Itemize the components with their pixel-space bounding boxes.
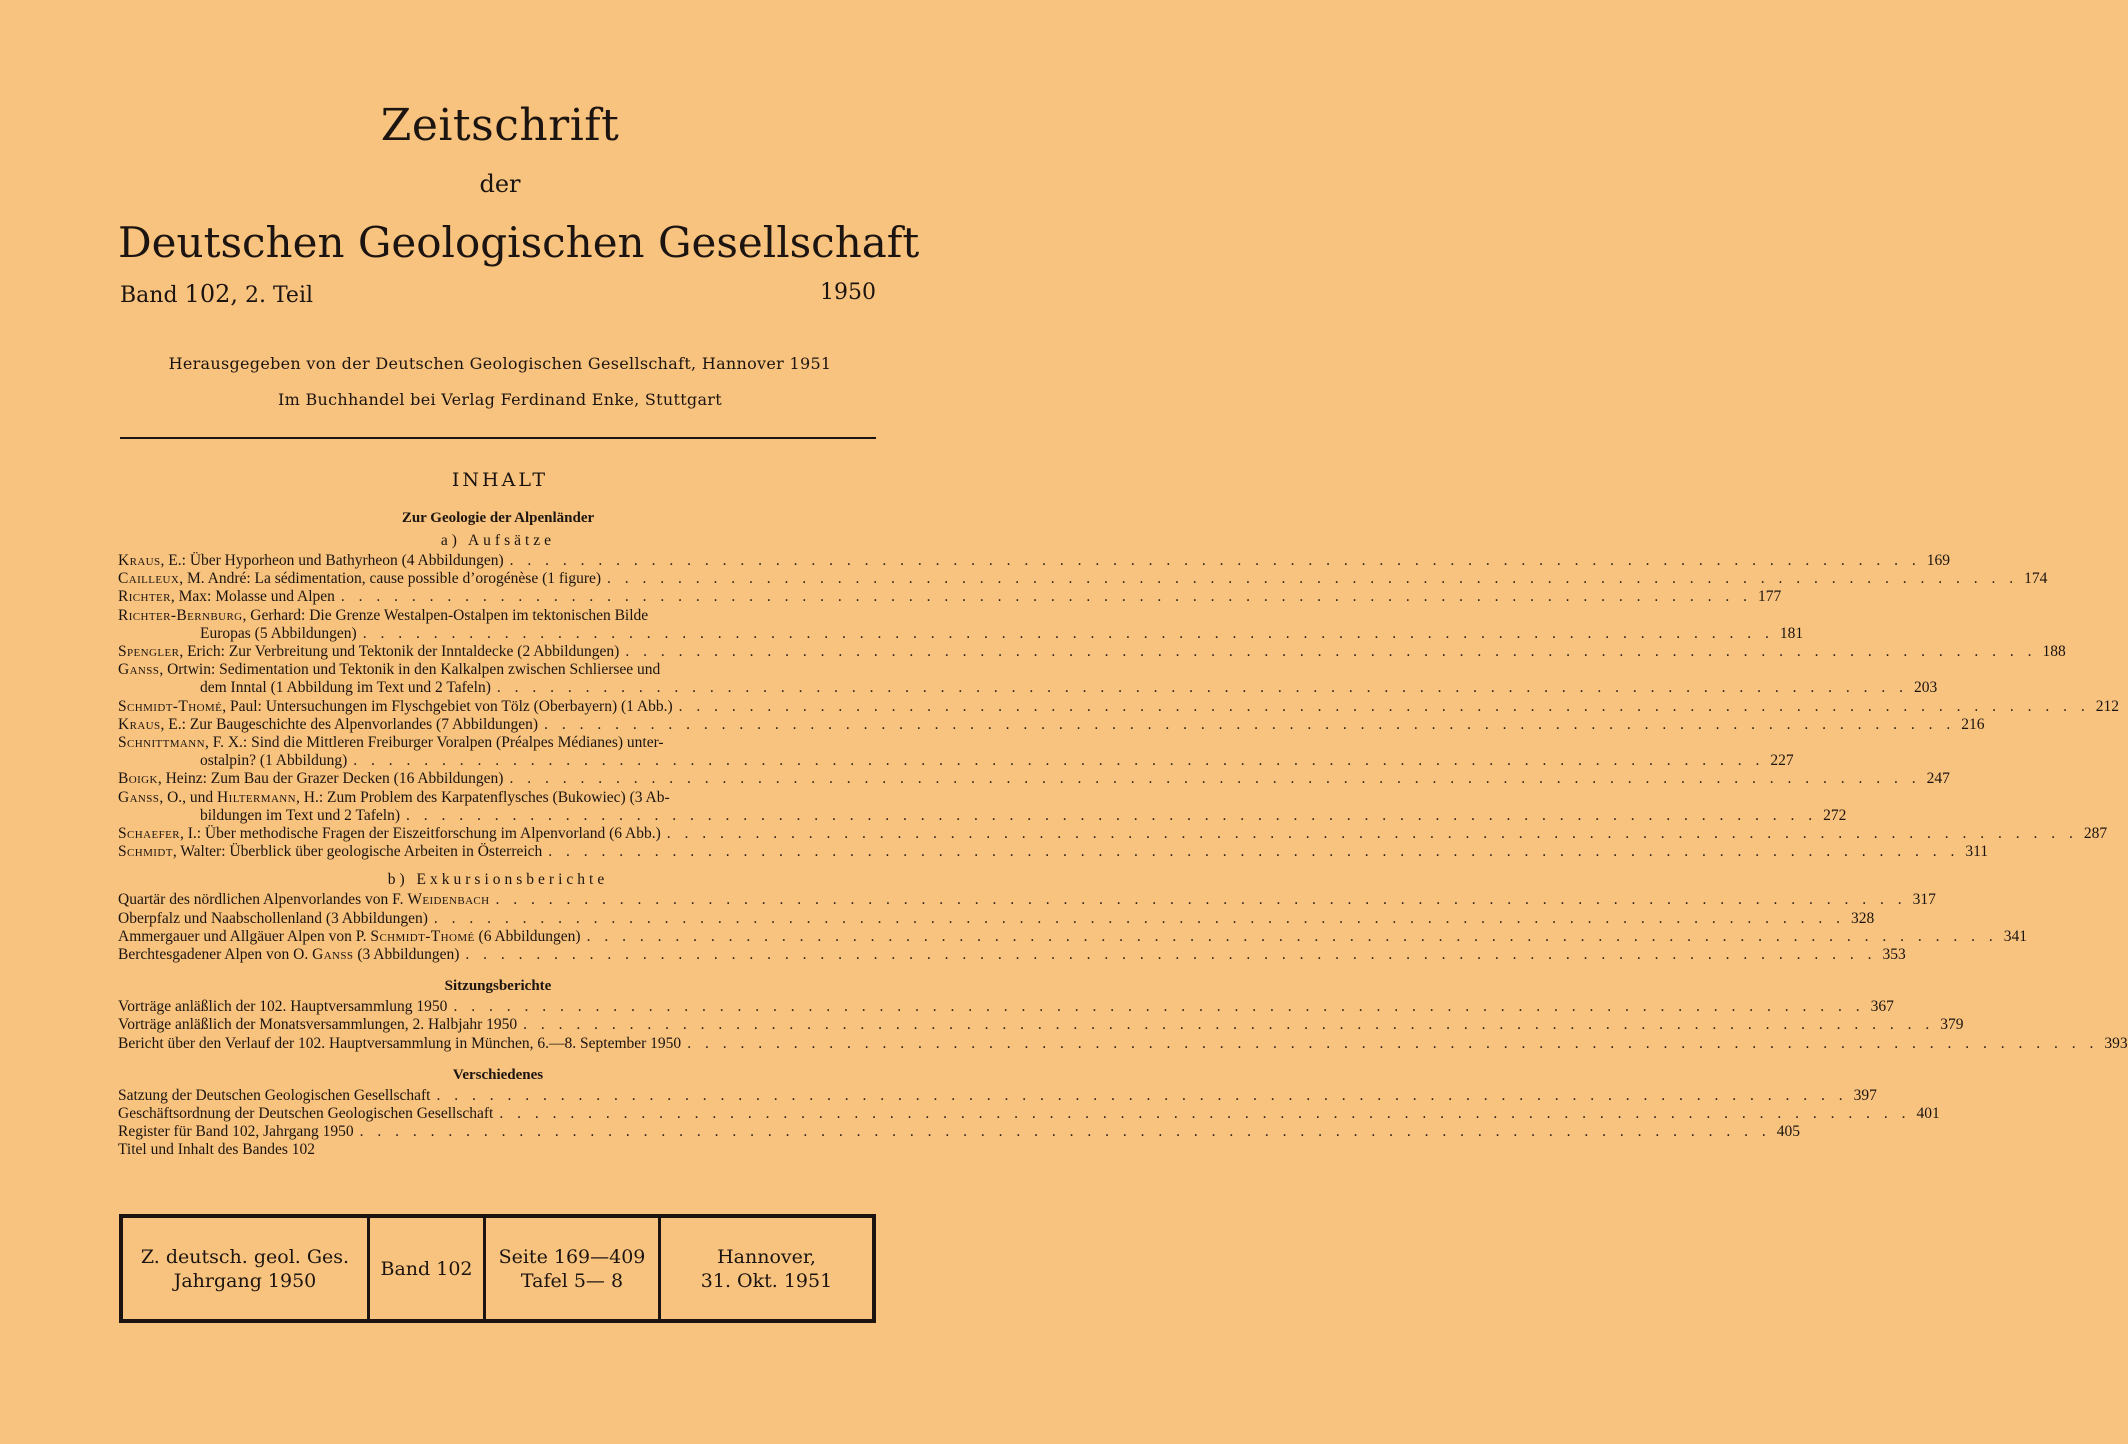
toc-entry xyxy=(118,1016,1964,1034)
publisher-line: Herausgegeben von der Deutschen Geologischen Gesellschaft, Hannover 1951 xyxy=(168,354,832,373)
leader-dots: . . . . . . . . . . . . . . . . . . . . . . . . . . . . . . . . . . . . . . . . . . . . . . . . . . . . . . . . . . . . . . . . . . . . . . . . . . . . . . . . xyxy=(433,909,1846,927)
entry-text xyxy=(200,679,491,697)
entry-text xyxy=(118,910,428,928)
toc-entry xyxy=(118,715,1985,734)
leader-dots: . . . . . . . . . . . . . . . . . . . . . . . . . . . . . . . . . . . . . . . . . . . . . . . . . . . . . . . . . . . . . . . . . . . . . . . . . . . . . . . . xyxy=(465,946,1877,964)
citation-plates: Tafel 5— 8 xyxy=(520,1269,624,1292)
volume-part: 2. Teil xyxy=(244,283,314,308)
entry-title: , O., und xyxy=(159,788,218,806)
entry-title: , Heinz: Zum Bau der Grazer Decken (16 Abbildungen) xyxy=(157,770,504,788)
entry-title: Berchtesgadener Alpen von O. xyxy=(118,946,313,964)
entry-title: , Erich: Zur Verbreitung und Tektonik der Inntaldecke (2 Abbildungen) xyxy=(179,643,620,661)
leader-dots: . . . . . . . . . . . . . . . . . . . . . . . . . . . . . . . . . . . . . . . . . . . . . . . . . . . . . . . . . . . . . . . . . . . . . . . . . . . . . . . . xyxy=(436,1086,1848,1104)
entry-title: dem Inntal (1 Abbildung im Text und 2 Tafeln) xyxy=(200,679,491,697)
entry-title: Vorträge anläßlich der Monatsversammlungen, 2. Halbjahr 1950 xyxy=(118,1016,518,1034)
aufsaetze-list xyxy=(118,552,2120,861)
toc-entry xyxy=(118,891,1936,909)
leader-dots: . . . . . . . . . . . . . . . . . . . . . . . . . . . . . . . . . . . . . . . . . . . . . . . . . . . . . . . . . . . . . . . . . . . . . . . . . . . . . . . . xyxy=(453,998,1865,1016)
toc-entry xyxy=(118,1123,1800,1141)
journal-title-line2: der xyxy=(479,170,521,198)
toc-entry xyxy=(118,946,1906,964)
leader-dots: . . . . . . . . . . . . . . . . . . . . . . . . . . . . . . . . . . . . . . . . . . . . . . . . . . . . . . . . . . . . . . . . . . . . . . . . . . . . . . . . xyxy=(678,697,2090,715)
author-name: Schnittmann xyxy=(118,734,205,752)
entry-text xyxy=(200,625,357,643)
page-number: 311 xyxy=(1965,843,1989,861)
entry-first-line xyxy=(118,607,878,625)
author-name: Kraus xyxy=(118,552,161,569)
citation-volume: Band 102 xyxy=(380,1257,473,1280)
volume-year: 1950 xyxy=(820,280,876,305)
entry-text xyxy=(118,946,459,964)
author-name: Schaefer xyxy=(118,825,180,843)
toc-entry xyxy=(118,734,1794,770)
entry-last-line xyxy=(118,1086,1877,1105)
entry-text xyxy=(118,1141,315,1159)
entry-last-line xyxy=(118,1141,878,1159)
page-number: 203 xyxy=(1913,679,1938,697)
toc-entry xyxy=(118,570,2048,588)
entry-text xyxy=(118,825,661,843)
distributor-line: Im Buchhandel bei Verlag Ferdinand Enke, Stuttgart xyxy=(278,390,722,409)
toc-entry xyxy=(118,998,1894,1016)
entry-last-line xyxy=(118,1123,1800,1141)
leader-dots: . . . . . . . . . . . . . . . . . . . . . . . . . . . . . . . . . . . . . . . . . . . . . . . . . . . . . . . . . . . . . . . . . . . . . . . . . . . . . . . . xyxy=(544,715,1956,733)
leader-dots: . . . . . . . . . . . . . . . . . . . . . . . . . . . . . . . . . . . . . . . . . . . . . . . . . . . . . . . . . . . . . . . . . . . . . . . . . . . . . . . . xyxy=(666,825,2078,843)
author-name: Schmidt-Thomé xyxy=(118,697,223,715)
author-name: Ganss xyxy=(118,661,160,679)
leader-dots: . . . . . . . . . . . . . . . . . . . . . . . . . . . . . . . . . . . . . . . . . . . . . . . . . . . . . . . . . . . . . . . . . . . . . . . . . . . . . . . . xyxy=(499,1105,1911,1123)
entry-last-line xyxy=(118,843,1989,861)
entry-text xyxy=(118,1035,681,1053)
page-number: 212 xyxy=(2095,697,2120,715)
page-number: 367 xyxy=(1870,998,1894,1016)
page-number: 174 xyxy=(2024,570,2048,588)
toc-entry xyxy=(118,1034,2128,1053)
citation-box xyxy=(119,1214,876,1323)
citation-journal-cell xyxy=(123,1218,367,1319)
entry-title: Geschäftsordnung der Deutschen Geologischen Gesellschaft xyxy=(118,1105,494,1123)
toc-entry xyxy=(118,927,2027,946)
page-number: 353 xyxy=(1882,946,1906,964)
entry-last-line xyxy=(200,752,1794,770)
toc-entry xyxy=(118,788,1847,825)
entry-title: Europas (5 Abbildungen) xyxy=(200,624,357,642)
leader-dots: . . . . . . . . . . . . . . . . . . . . . . . . . . . . . . . . . . . . . . . . . . . . . . . . . . . . . . . . . . . . . . . . . . . . . . . . . . . . . . . . xyxy=(509,552,1921,569)
author-name: Boigk xyxy=(118,770,158,788)
citation-date: 31. Okt. 1951 xyxy=(700,1269,833,1292)
subsection-title-aufsaetze: a) Aufsätze xyxy=(440,532,556,549)
author-name: Ganss xyxy=(118,788,160,806)
page-number: 328 xyxy=(1851,909,1875,927)
entry-last-line xyxy=(118,998,1894,1016)
entry-last-line xyxy=(118,1016,1964,1034)
citation-volume-cell xyxy=(367,1218,483,1319)
entry-text xyxy=(118,570,601,588)
entry-last-line xyxy=(118,1034,2128,1053)
author-name: Cailleux xyxy=(118,570,180,588)
journal-title-line1: Zeitschrift xyxy=(380,100,620,151)
toc-entry xyxy=(118,1086,1877,1105)
entry-text xyxy=(118,1016,517,1034)
entry-title: , Gerhard: Die Grenze Westalpen-Ostalpen im tektonischen Bilde xyxy=(242,606,649,624)
subsection-title-exkursionsberichte: b) Exkursionsberichte xyxy=(387,871,609,889)
entry-first-line xyxy=(118,789,878,807)
page-number: 401 xyxy=(1916,1105,1940,1123)
page-number: 227 xyxy=(1770,752,1794,770)
header-divider xyxy=(120,437,876,439)
leader-dots: . . . . . . . . . . . . . . . . . . . . . . . . . . . . . . . . . . . . . . . . . . . . . . . . . . . . . . . . . . . . . . . . . . . . . . . . . . . . . . . . xyxy=(353,752,1765,770)
author-name: Schmidt xyxy=(118,843,173,861)
page-number: 379 xyxy=(1940,1016,1964,1034)
toc-entry xyxy=(118,770,1950,788)
table-of-contents xyxy=(118,506,2128,1160)
citation-journal: Z. deutsch. geol. Ges. xyxy=(140,1245,350,1268)
author-name: Hiltermann xyxy=(217,788,296,806)
author-name: Richter xyxy=(118,588,171,606)
volume-number: 102, xyxy=(184,280,238,308)
entry-last-line xyxy=(118,825,2108,843)
leader-dots: . . . . . . . . . . . . . . . . . . . . . . . . . . . . . . . . . . . . . . . . . . . . . . . . . . . . . . . . . . . . . . . . . . . . . . . . . . . . . . . . xyxy=(509,770,1921,788)
entry-text xyxy=(118,928,581,946)
entry-title: Oberpfalz und Naabschollenland (3 Abbildungen) xyxy=(118,909,428,927)
exkursionsberichte-list xyxy=(118,891,2027,964)
entry-last-line xyxy=(118,927,2027,946)
leader-dots: . . . . . . . . . . . . . . . . . . . . . . . . . . . . . . . . . . . . . . . . . . . . . . . . . . . . . . . . . . . . . . . . . . . . . . . . . . . . . . . . xyxy=(495,891,1907,909)
toc-entry xyxy=(118,643,2066,661)
entry-last-line xyxy=(118,588,1782,606)
leader-dots: . . . . . . . . . . . . . . . . . . . . . . . . . . . . . . . . . . . . . . . . . . . . . . . . . . . . . . . . . . . . . . . . . . . . . . . . . . . . . . . . xyxy=(496,679,1908,697)
entry-title: , M. André: La sédimentation, cause possible d’orogénèse (1 figure) xyxy=(179,570,602,588)
entry-text xyxy=(118,1123,354,1141)
entry-text xyxy=(118,770,503,788)
entry-title: , Max: Molasse und Alpen xyxy=(170,588,335,606)
volume-prefix: Band xyxy=(120,283,178,308)
entry-text xyxy=(200,752,347,770)
toc-entry xyxy=(118,909,1875,928)
leader-dots: . . . . . . . . . . . . . . . . . . . . . . . . . . . . . . . . . . . . . . . . . . . . . . . . . . . . . . . . . . . . . . . . . . . . . . . . . . . . . . . . xyxy=(523,1016,1935,1034)
toc-entry xyxy=(118,661,1938,697)
citation-place-cell xyxy=(658,1218,872,1319)
entry-last-line xyxy=(118,1105,1940,1123)
journal-title-line3: Deutschen Geologischen Gesellschaft xyxy=(118,218,920,267)
entry-last-line xyxy=(118,891,1936,909)
toc-entry xyxy=(118,588,1782,606)
entry-title: , I.: Über methodische Fragen der Eiszeitforschung im Alpenvorland (6 Abb.) xyxy=(179,825,661,843)
entry-last-line xyxy=(118,552,1951,570)
page-number: 317 xyxy=(1912,891,1936,909)
author-name: Kraus xyxy=(118,715,161,733)
entry-last-line xyxy=(118,643,2066,661)
toc-entry xyxy=(118,697,2120,716)
entry-text xyxy=(118,843,542,861)
leader-dots: . . . . . . . . . . . . . . . . . . . . . . . . . . . . . . . . . . . . . . . . . . . . . . . . . . . . . . . . . . . . . . . . . . . . . . . . . . . . . . . . xyxy=(625,643,2037,661)
author-name: Weidenbach xyxy=(407,891,490,909)
leader-dots: . . . . . . . . . . . . . . . . . . . . . . . . . . . . . . . . . . . . . . . . . . . . . . . . . . . . . . . . . . . . . . . . . . . . . . . . . . . . . . . . xyxy=(359,1123,1771,1141)
entry-last-line xyxy=(118,697,2120,716)
entry-continuation xyxy=(118,806,1847,825)
entry-continuation xyxy=(118,624,1804,643)
entry-first-line xyxy=(118,661,878,679)
volume-row xyxy=(120,280,876,308)
entry-title: Satzung der Deutschen Geologischen Gesellschaft xyxy=(118,1086,431,1104)
page-number: 272 xyxy=(1823,806,1847,824)
entry-title: , E.: Über Hyporheon und Bathyrheon (4 Abbildungen) xyxy=(160,552,504,569)
entry-title: Titel und Inhalt des Bandes 102 xyxy=(118,1141,316,1159)
entry-text xyxy=(118,998,447,1016)
contents-heading: INHALT xyxy=(451,469,549,491)
page-number: 397 xyxy=(1853,1086,1877,1104)
page-number: 247 xyxy=(1926,770,1950,788)
entry-continuation xyxy=(118,752,1794,770)
entry-title: Quartär des nördlichen Alpenvorlandes von F. xyxy=(118,891,408,909)
section-title-sitzungsberichte: Sitzungsberichte xyxy=(444,978,552,995)
entry-title: Ammergauer und Allgäuer Alpen von P. xyxy=(118,927,371,945)
page-number: 341 xyxy=(2003,927,2027,945)
entry-last-line xyxy=(200,679,1938,697)
entry-text xyxy=(200,807,400,825)
leader-dots: . . . . . . . . . . . . . . . . . . . . . . . . . . . . . . . . . . . . . . . . . . . . . . . . . . . . . . . . . . . . . . . . . . . . . . . . . . . . . . . . xyxy=(340,588,1753,606)
entry-title: ostalpin? (1 Abbildung) xyxy=(200,752,348,770)
entry-title: (3 Abbildungen) xyxy=(353,946,460,964)
page-number: 393 xyxy=(2104,1034,2128,1052)
leader-dots: . . . . . . . . . . . . . . . . . . . . . . . . . . . . . . . . . . . . . . . . . . . . . . . . . . . . . . . . . . . . . . . . . . . . . . . . . . . . . . . . xyxy=(586,927,1998,945)
entry-last-line xyxy=(200,806,1847,825)
section-title-verschiedenes: Verschiedenes xyxy=(452,1066,544,1083)
page-number: 216 xyxy=(1961,715,1985,733)
entry-title: Vorträge anläßlich der 102. Hauptversammlung 1950 xyxy=(118,998,448,1016)
page-number: 287 xyxy=(2083,825,2108,843)
page-number: 188 xyxy=(2042,643,2066,661)
sitzungsberichte-list xyxy=(118,998,2128,1053)
toc-entry xyxy=(118,825,2108,843)
entry-title: Bericht über den Verlauf der 102. Hauptversammlung in München, 6.—8. September 1950 xyxy=(118,1034,682,1052)
entry-text xyxy=(118,891,490,909)
section-title-alpenlaender: Zur Geologie der Alpenländer xyxy=(401,510,595,526)
author-name: Ganss xyxy=(312,946,354,964)
entry-title: , Paul: Untersuchungen im Flyschgebiet von Tölz (Oberbayern) (1 Abb.) xyxy=(222,697,673,715)
toc-entry xyxy=(118,1105,1940,1123)
leader-dots: . . . . . . . . . . . . . . . . . . . . . . . . . . . . . . . . . . . . . . . . . . . . . . . . . . . . . . . . . . . . . . . . . . . . . . . . . . . . . . . . xyxy=(362,624,1774,642)
entry-text xyxy=(118,588,335,606)
citation-year: Jahrgang 1950 xyxy=(173,1269,317,1292)
author-name: Spengler xyxy=(118,643,180,661)
page-number: 405 xyxy=(1776,1123,1800,1141)
toc-entry xyxy=(118,606,1804,643)
leader-dots: . . . . . . . . . . . . . . . . . . . . . . . . . . . . . . . . . . . . . . . . . . . . . . . . . . . . . . . . . . . . . . . . . . . . . . . . . . . . . . . . xyxy=(607,570,2019,588)
entry-title: Register für Band 102, Jahrgang 1950 xyxy=(118,1123,354,1141)
entry-text xyxy=(118,552,504,570)
citation-pages: Seite 169—409 xyxy=(498,1245,646,1268)
entry-title: (6 Abbildungen) xyxy=(474,927,581,945)
entry-last-line xyxy=(118,570,2048,588)
page-number: 169 xyxy=(1926,552,1951,569)
entry-title: , E.: Zur Baugeschichte des Alpenvorlandes (7 Abbildungen) xyxy=(160,715,539,733)
entry-last-line xyxy=(118,770,1950,788)
entry-text xyxy=(118,643,619,661)
toc-entry xyxy=(118,843,1989,861)
entry-last-line xyxy=(118,946,1906,964)
leader-dots: . . . . . . . . . . . . . . . . . . . . . . . . . . . . . . . . . . . . . . . . . . . . . . . . . . . . . . . . . . . . . . . . . . . . . . . . . . . . . . . . xyxy=(406,806,1818,824)
author-name: Schmidt-Thomé xyxy=(370,927,475,945)
leader-dots: . . . . . . . . . . . . . . . . . . . . . . . . . . . . . . . . . . . . . . . . . . . . . . . . . . . . . . . . . . . . . . . . . . . . . . . . . . . . . . . . xyxy=(548,843,1960,861)
entry-text xyxy=(118,716,538,734)
entry-text xyxy=(118,1105,493,1123)
page-number: 177 xyxy=(1758,588,1782,606)
verschiedenes-list xyxy=(118,1086,1940,1160)
entry-text xyxy=(118,1087,430,1105)
citation-place: Hannover, xyxy=(717,1245,816,1268)
entry-last-line xyxy=(118,909,1875,928)
entry-last-line xyxy=(200,624,1804,643)
entry-first-line xyxy=(118,734,878,752)
toc-entry xyxy=(118,552,1951,570)
entry-title: , H.: Zum Problem des Karpatenflysches (Bukowiec) (3 Ab- xyxy=(296,788,670,806)
page-number: 181 xyxy=(1779,624,1804,642)
entry-title: , F. X.: Sind die Mittleren Freiburger Voralpen (Préalpes Médianes) unter- xyxy=(204,734,664,752)
leader-dots: . . . . . . . . . . . . . . . . . . . . . . . . . . . . . . . . . . . . . . . . . . . . . . . . . . . . . . . . . . . . . . . . . . . . . . . . . . . . . . . . xyxy=(687,1034,2099,1052)
entry-text xyxy=(118,698,673,716)
citation-pages-cell xyxy=(483,1218,658,1319)
entry-title: bildungen im Text und 2 Tafeln) xyxy=(200,806,401,824)
entry-title: , Ortwin: Sedimentation und Tektonik in den Kalkalpen zwischen Schliersee und xyxy=(159,661,661,679)
entry-title: , Walter: Überblick über geologische Arbeiten in Österreich xyxy=(172,843,543,861)
entry-continuation xyxy=(118,679,1938,697)
volume-info xyxy=(120,280,313,308)
author-name: Richter-Bernburg xyxy=(118,606,243,624)
toc-entry xyxy=(118,1141,878,1159)
entry-last-line xyxy=(118,715,1985,734)
